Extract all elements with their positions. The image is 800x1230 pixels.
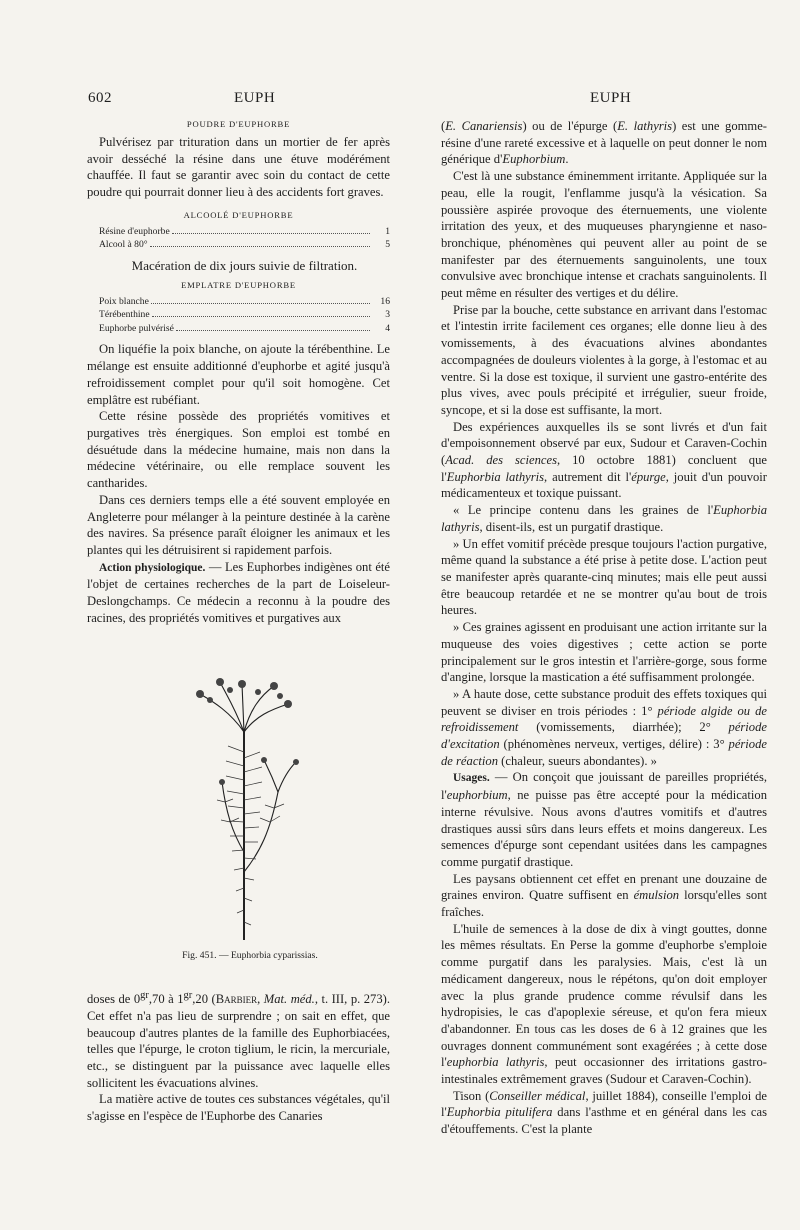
heading-alcoole: ALCOOLÉ D'EUPHORBE [183,209,294,220]
text-run: — On conçoit que jouissant de pareilles propriétés, l' [441,770,767,803]
section-label-action: Action physiologique. [99,561,206,574]
paragraph-liquefie: On liquéfie la poix blanche, on ajoute la térébenthine. Le mélange est ensuite additionné d'euphorbe et agité jusqu'à refroidissement complet pour qu'il soit homogène. Cet emplâtre est rubéfiant. [87,342,390,407]
text-run: ,20 ( [192,992,216,1007]
species-name: E. Canariensis [445,119,523,133]
paragraph-tison [441,1088,767,1138]
text-run: » A haute dose, cette substance produit des effets toxiques qui peuvent se diviser en trois périodes : 1° [441,686,767,718]
left-column-continued [87,988,390,1125]
text-run: dans l'asthme et en général dans les cas d'étouffements. C'est la plante [441,1105,767,1137]
leader-dots [172,233,370,234]
paragraph-usages [441,769,767,870]
paragraph-principe [441,502,767,535]
text-run: (vomissements, diarrhée); 2° [518,720,729,735]
text-run: Les paysans obtiennent cet effet en prenant une douzaine de graines environ. Quatre suffisent en [441,871,767,903]
paragraph-canariensis [441,118,767,168]
leader-dots [150,246,370,247]
ingredient-name: Alcool à 80° [99,239,148,251]
term: Euphorbium [502,152,566,167]
paragraph-graines: » Ces graines agissent en produisant une action irritante sur la muqueuse des voies digestives ; cette action se porte principalement sur le gros intestin et l'arrière-gorge, sous forme d'angine, lorsque la mastication a été suffisamment prolongée. [441,620,767,685]
leader-dots [152,316,370,317]
paragraph-paysans [441,871,767,921]
ingredient-name: Poix blanche [99,295,149,307]
paragraph-action-text: — Les Euphorbes indigènes ont été l'objet de certaines recherches de la part de Loiseleur-Deslongchamps. Ce médecin a reconnu à la poudre des racines, des propriétés vomitives et purgatives aux [87,559,390,625]
text-run: , [257,992,264,1007]
citation-title: Mat. méd. [263,992,315,1007]
paragraph-doses [87,988,390,1091]
citation-title: Acad. des sciences [445,453,557,468]
section-label-usages: Usages. [453,772,490,785]
term: période de réaction [441,737,767,768]
paragraph-experiences [441,419,767,503]
text-run: ,70 à 1 [148,992,184,1007]
ingredient-quantity: 1 [385,225,390,237]
ingredient-quantity: 3 [385,309,390,321]
text-run: . [565,152,569,167]
recipe-row [99,225,390,239]
author-name: Barbier [215,992,258,1007]
text-run: « Le principe contenu dans les graines de l' [453,503,714,518]
species-name: Euphorbia pitulifera [446,1105,553,1120]
text-run: , t. III, p. 273). Cet effet n'a pas lieu de surprendre ; on sait en effet, que beaucoup d'autres plantes de la famille des Euphorbiacées, telles que l'épurge, le croton tiglium, le ricin, la mercuriale, etc., se distinguent par la puissance avec laquelle elles sollicitent les évacuations alvines. [87,992,390,1090]
paragraph-bouche: Prise par la bouche, cette substance en arrivant dans l'estomac et l'intestin irrite facilement ces organes; elle donne lieu à des vomissements, à des évacuations alvines abondantes accompagnées de douleurs violentes à la gorge, à l'estomac et au ventre. Si la dose est toxique, il survient une gastro-entérite des plus vives, avec pouls précipité et irrégulier, sueur froide, syncope, et si la dose est suffisante, la mort. [441,302,767,417]
text-run: , juillet 1884), conseille l'emploi de l' [441,1088,767,1120]
citation-title: Conseiller médical [489,1088,586,1103]
running-title-left: EUPH [234,90,276,106]
unit-superscript: gr [140,990,149,1001]
right-column [441,118,767,1138]
ingredient-quantity: 16 [380,295,390,307]
ingredient-name: Résine d'euphorbe [99,225,170,237]
paragraph-resine: Cette résine possède des propriétés vomitives et purgatives très énergiques. Son emploi est tombé en désuétude dans la médecine humaine, mais non dans la médecine vétérinaire, ou elle remplace souvent les cantharides. [87,409,390,491]
text-run: lorsqu'elles sont fraîches. [441,888,768,920]
text-run: ) est une gomme-résine d'une rareté excessive et à laquelle on peut donner le nom générique d' [441,119,767,167]
text-run: ) ou de l'épurge ( [522,119,618,133]
species-name: Euphorbia lathyris [446,469,545,484]
figure-caption: Fig. 451. — Euphorbia cyparissias. [182,950,318,961]
text-run: , ne puisse pas être accepté pour la médication interne révulsive. Nous avons d'autres vomitifs et d'autres drastiques aussi sûrs dans leurs effets et moins dangereux. Les semences d'épurge sont cependant usitées dans les campagnes comme purgatif drastique. [441,788,767,869]
recipe-row [99,295,390,309]
recipe-row [99,238,390,252]
text-run: L'huile de semences à la dose de dix à vingt gouttes, donne les mêmes résultats. En Perse la gomme d'euphorbe s'emploie comme purgatif dans les paralysies. Mais, c'est là un médicament dangereux, nous le répétons, qu'on doit employer avec la plus grande prudence comme révulsif dans les hydropisies, le cas d'apoplexie séreuse, et qu'on fera mieux d'abandonner. En tous cas les doses de 6 à 12 graines que les ouvrages donnent communément sont exagérées ; à cette dose l' [441,921,767,1070]
recipe-emplatre [99,295,390,336]
paragraph-derniers: Dans ces derniers temps elle a été souvent employée en Angleterre pour mélanger à la peinture destinée à la carène des navires. Sa présence paraît éloigner les animaux et les plantes qui les détruisirent si rapidement parfois. [87,492,390,557]
heading-poudre: POUDRE D'EUPHORBE [186,119,291,129]
recipe-row [99,322,390,336]
euphorbia-illustration [170,672,320,940]
leader-dots [176,330,370,331]
ingredient-quantity: 4 [385,322,390,334]
paragraph-matiere: La matière active de toutes ces substances végétales, qu'il s'agisse en l'espèce de l'Euphorbe des Canaries [87,1092,390,1124]
paragraph-action [87,559,390,627]
text-run: doses de 0 [87,992,141,1007]
paragraph-vomitif: » Un effet vomitif précède presque toujours l'action purgative, même quand la substance a été prise à petite dose. L'action peut se manifester après quarante-cinq minutes; mais elle peut aussi être beaucoup retardée et ne se montrer qu'au bout de trois heures. [441,536,767,618]
paragraph-haute-dose [441,686,767,770]
text-run: , peut occasionner des irritations gastro-intestinales extrêmement graves (Sudour et Caraven-Cochin). [441,1055,767,1087]
text-run: , disent-ils, est un purgatif drastique. [479,519,664,534]
heading-emplatre: EMPLATRE D'EUPHORBE [181,279,296,290]
term: euphorbium [446,788,508,803]
term: émulsion [633,888,680,903]
ingredient-quantity: 5 [385,239,390,251]
ingredient-name: Euphorbe pulvérisé [99,322,174,334]
text-run: (phénomènes nerveux, vertiges, délire) : 3° [499,737,729,752]
ingredient-name: Térébenthine [99,309,150,321]
paragraph-huile [441,921,767,1088]
paragraph-poudre: Pulvérisez par trituration dans un mortier de fer après avoir desséché la résine dans une étuve modérément chauffée. Il faut se garantir avec soin du contact de cette poudre qui pourrait donner lieu à des accidents fort graves. [87,135,390,200]
term: épurge [631,469,666,484]
recipe-row [99,308,390,322]
term: période d'excitation [441,720,767,752]
text-run: Tison ( [453,1088,490,1103]
species-name: E. lathyris [617,119,673,133]
page-number: 602 [88,90,112,106]
species-name: Euphorbia lathyris [441,503,767,534]
unit-superscript: gr [183,990,193,1001]
leader-dots [151,303,370,304]
maceration-note: Macération de dix jours suivie de filtration. [131,258,358,273]
left-column [87,118,390,626]
recipe-alcoole [99,225,390,252]
text-run: , 10 octobre 1881) concluent que l' [441,453,767,484]
running-title-right: EUPH [590,90,632,106]
text-run: ( [441,119,446,133]
term: période algide ou de refroidissement [441,703,768,735]
text-run: , jouit d'un pouvoir médicamenteux et toxique puissant. [441,469,767,501]
paragraph-irritante: C'est là une substance éminemment irritante. Appliquée sur la peau, elle la rougit, l'enflamme jusqu'à la vésication. Sa poussière aspirée provoque des éternuements, une violente irritation des yeux, et des muqueuses pharyngienne et naso-bronchique, phénomènes qui peuvent aller au point de se manifester par des éternuements sanguinolents, une toux convulsive avec bronchique intense et crachats sanguinolents. Il peut même en résulter des vertiges et du délire. [441,169,767,301]
text-run: (chaleur, sueurs abondantes). » [498,753,657,768]
species-name: euphorbia lathyris [446,1055,545,1070]
text-run: , autrement dit l' [544,469,632,484]
text-run: Des expériences auxquelles ils se sont livrés et d'un fait d'empoisonnement observé par eux, Sudour et Caraven-Cochin ( [441,419,767,468]
